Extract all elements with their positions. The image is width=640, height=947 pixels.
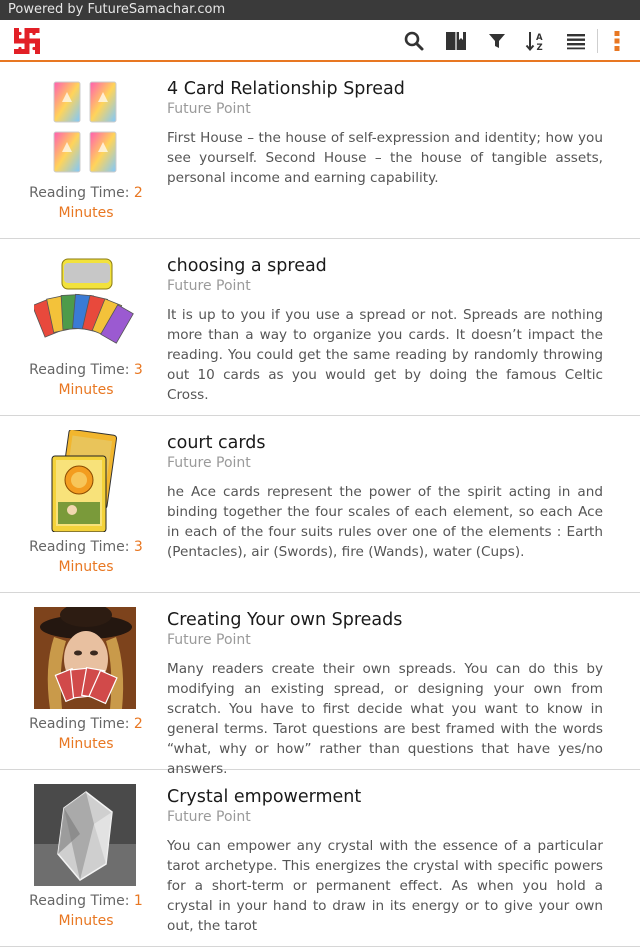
reading-time-value: 1 xyxy=(133,893,143,909)
reading-time xyxy=(0,183,172,223)
article-item[interactable] xyxy=(0,62,640,239)
filter-icon[interactable] xyxy=(486,30,508,52)
reading-time-value: 2 xyxy=(133,716,143,732)
status-bar xyxy=(0,0,640,20)
tarot-deck-thumbnail xyxy=(34,253,136,355)
article-item[interactable] xyxy=(0,593,640,777)
list-view-icon[interactable] xyxy=(565,30,587,52)
search-icon[interactable] xyxy=(403,30,425,52)
article-author: Future Point xyxy=(167,278,251,294)
crystal-thumbnail xyxy=(34,784,136,886)
reading-time-label: Reading Time: xyxy=(29,716,130,732)
article-item[interactable] xyxy=(0,416,640,593)
article-item[interactable] xyxy=(0,239,640,416)
article-description: First House – the house of self-expression and identity; how you see yourself. Second House – the house of tangible assets, personal income and earning capability. xyxy=(167,130,603,186)
reading-time-unit: Minutes xyxy=(58,736,114,752)
article-title[interactable]: choosing a spread xyxy=(167,256,327,276)
more-vert-icon[interactable] xyxy=(606,30,628,52)
reading-time xyxy=(0,360,172,400)
reading-time-unit: Minutes xyxy=(58,205,114,221)
svg-text:Z: Z xyxy=(536,43,543,52)
article-title[interactable]: Creating Your own Spreads xyxy=(167,610,403,630)
court-cards-thumbnail xyxy=(34,430,136,532)
article-title[interactable]: court cards xyxy=(167,433,266,453)
reading-time-unit: Minutes xyxy=(58,559,114,575)
reading-time-value: 2 xyxy=(133,185,143,201)
reading-time-label: Reading Time: xyxy=(29,185,130,201)
reading-time-label: Reading Time: xyxy=(29,362,130,378)
article-description: Many readers create their own spreads. You can do this by modifying an existing spread, or designing your own from scratch. You have to first decide what you want to know in general terms. Tarot questions are best framed with the words “what, why or how” rather than questions that have yes/no answers. xyxy=(167,661,603,777)
article-author: Future Point xyxy=(167,632,251,648)
article-description: It is up to you if you use a spread or not. Spreads are nothing more than a way to organize you cards. It doesn’t impact the reading. You could get the same reading by randomly throwing out 10 cards as you would get by doing the famous Celtic Cross. xyxy=(167,307,603,403)
reading-time-value: 3 xyxy=(133,539,143,555)
tarot-spread-thumbnail xyxy=(34,76,136,178)
sort-az-icon[interactable] xyxy=(525,30,547,52)
reading-time xyxy=(0,891,172,931)
article-author: Future Point xyxy=(167,101,251,117)
book-icon[interactable] xyxy=(445,30,467,52)
article-description: he Ace cards represent the power of the spirit acting in and binding together the four scales of each element, so each Ace in each of the four suits rules over one of the elements : Earth (Pentacles), air (Swords), fire (Wands), water (Cups). xyxy=(167,484,603,560)
toolbar xyxy=(0,20,640,62)
article-description: You can empower any crystal with the essence of a particular tarot archetype. This energizes the crystal with specific powers for a short-term or permanent effect. As when you hold a crystal in your hand to draw in its energy or to give your own out, the tarot xyxy=(167,838,603,934)
svg-text:A: A xyxy=(536,33,543,43)
status-bar-text: Powered by FutureSamachar.com xyxy=(8,2,226,17)
reading-time-label: Reading Time: xyxy=(29,539,130,555)
article-author: Future Point xyxy=(167,809,251,825)
toolbar-divider xyxy=(597,29,598,53)
swastik-logo-icon[interactable] xyxy=(10,25,44,57)
reading-time-unit: Minutes xyxy=(58,913,114,929)
article-title[interactable]: Crystal empowerment xyxy=(167,787,362,807)
article-author: Future Point xyxy=(167,455,251,471)
reading-time xyxy=(0,537,172,577)
article-item[interactable] xyxy=(0,770,640,947)
woman-with-cards-thumbnail xyxy=(34,607,136,709)
reading-time-value: 3 xyxy=(133,362,143,378)
article-title[interactable]: 4 Card Relationship Spread xyxy=(167,79,405,99)
reading-time-label: Reading Time: xyxy=(29,893,130,909)
reading-time xyxy=(0,714,172,754)
article-list xyxy=(0,62,640,947)
reading-time-unit: Minutes xyxy=(58,382,114,398)
